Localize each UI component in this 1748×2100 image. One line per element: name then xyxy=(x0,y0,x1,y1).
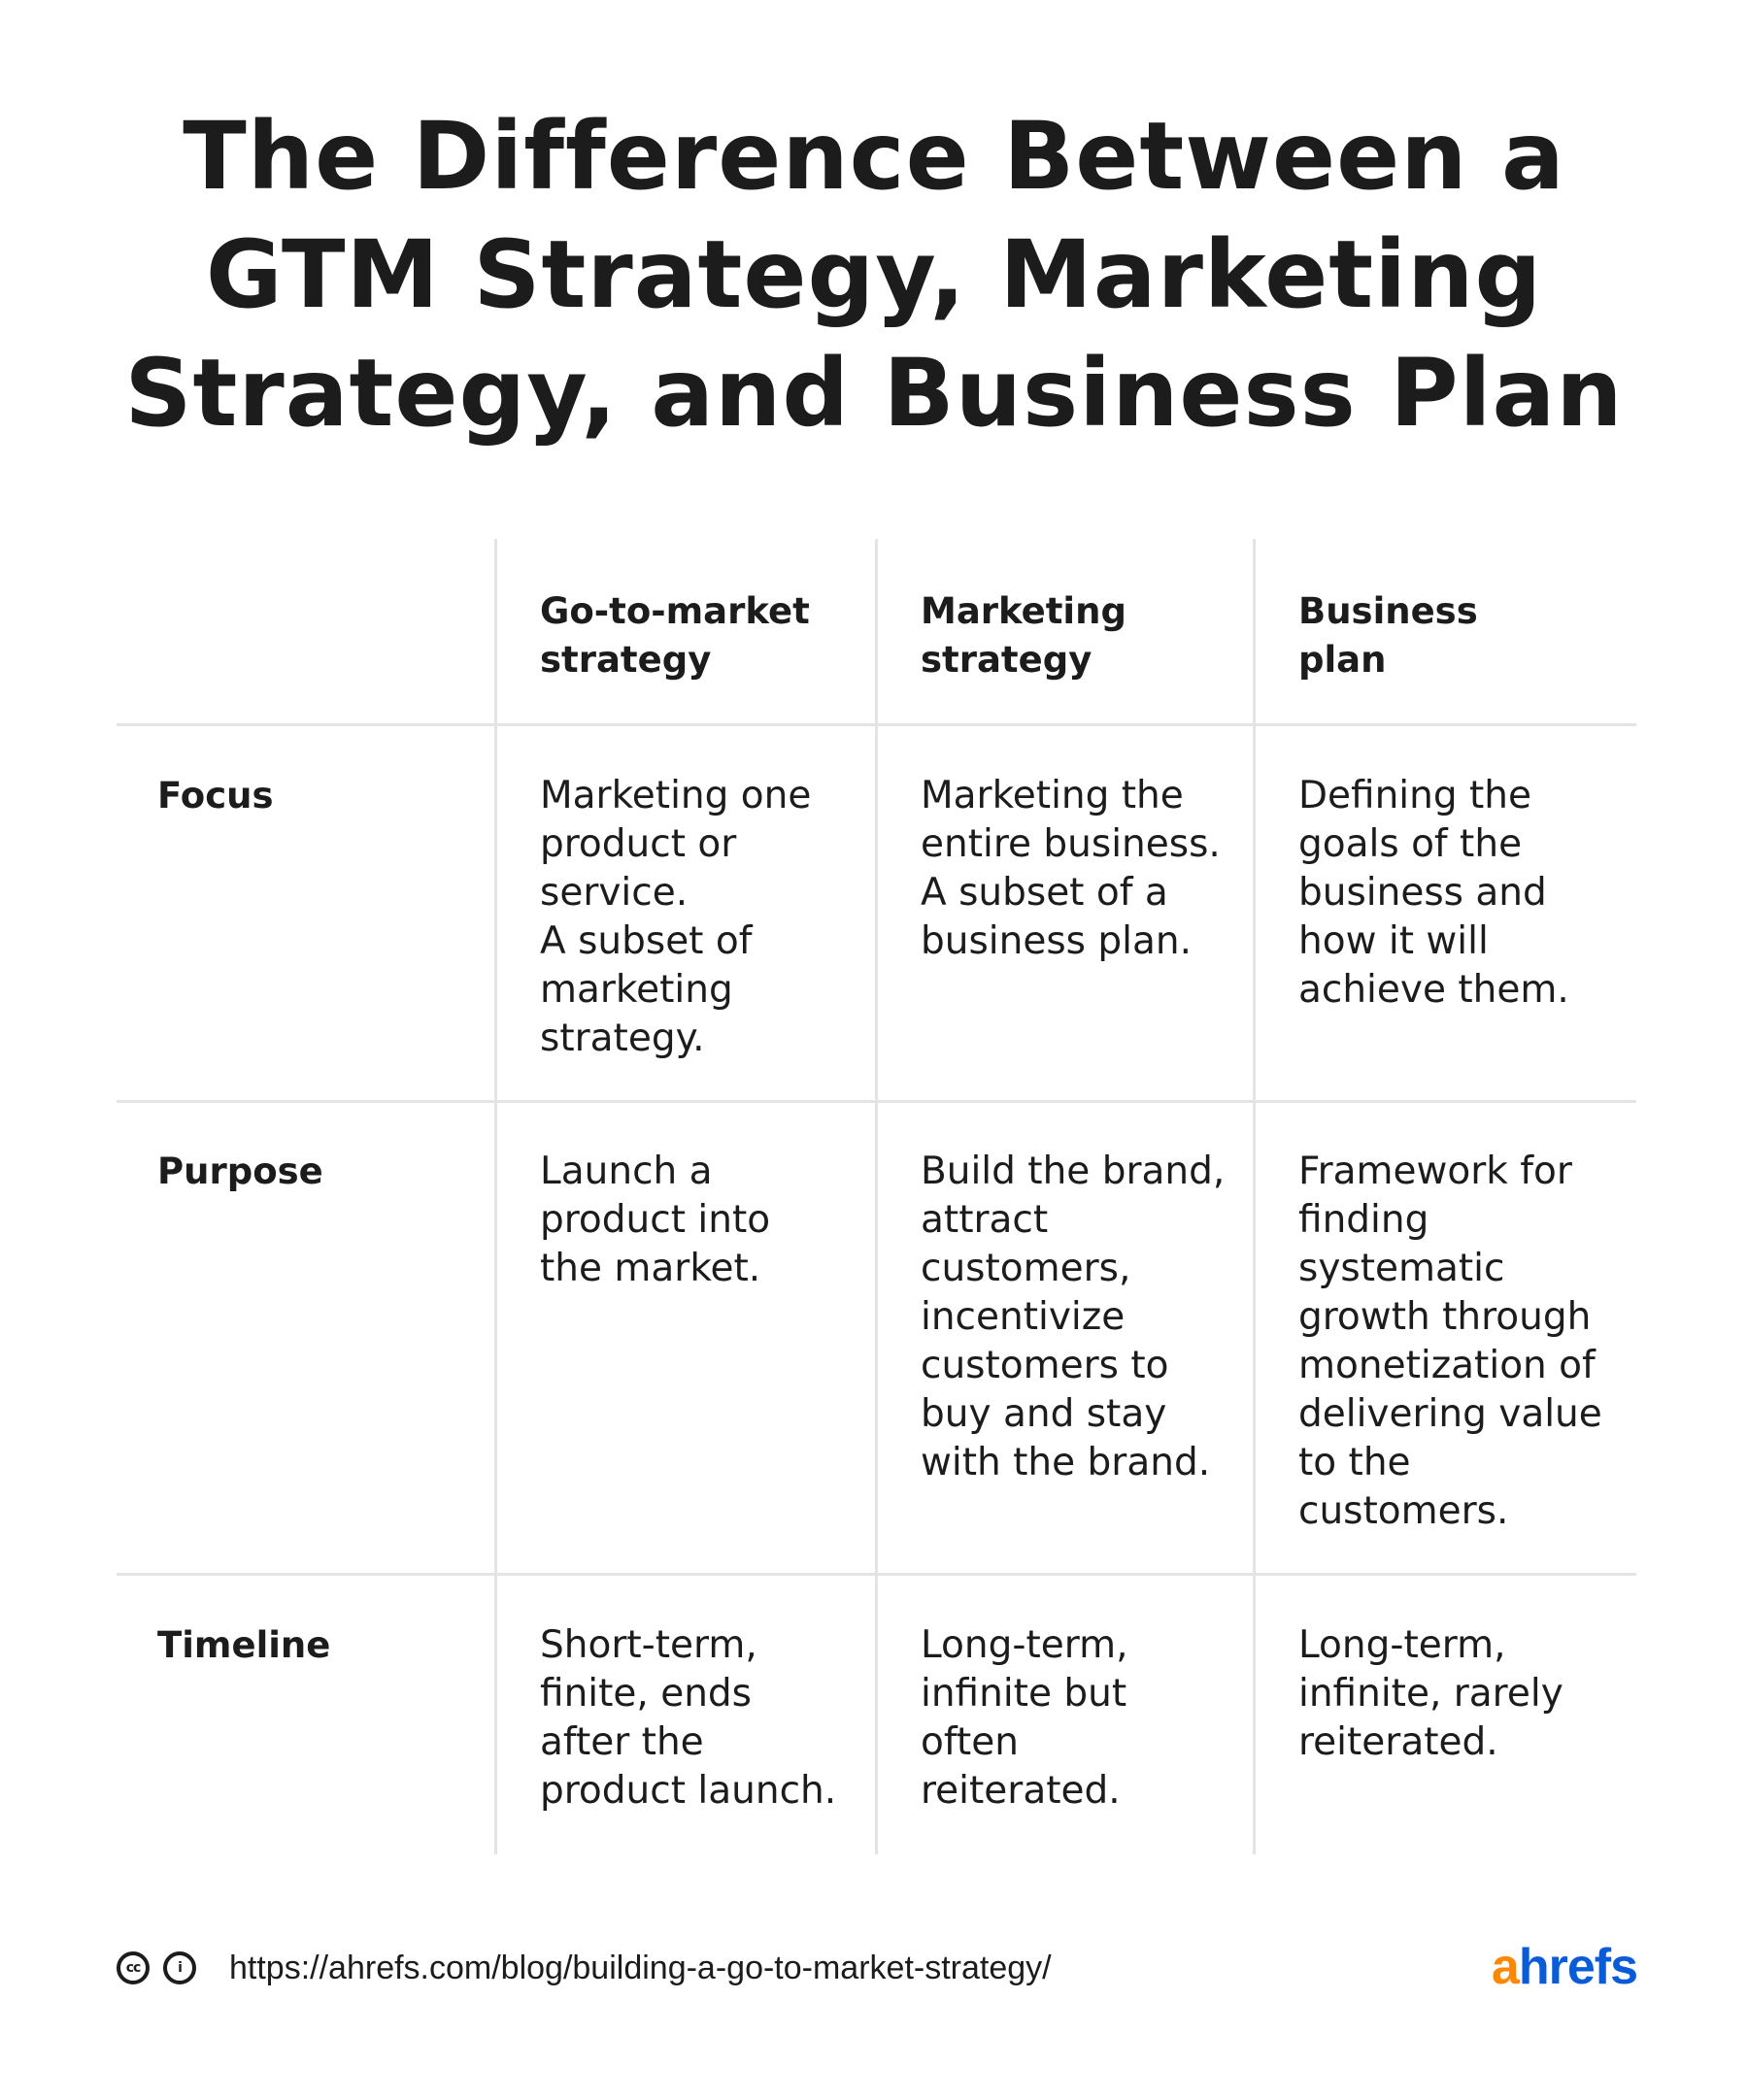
column-header-marketing: Marketing strategy xyxy=(921,590,1126,681)
column-divider xyxy=(1253,539,1256,1854)
comparison-table xyxy=(117,539,1636,1854)
logo-text: hrefs xyxy=(1518,1939,1637,1995)
creative-commons-icon: cc xyxy=(117,1951,150,1984)
row-divider xyxy=(117,1573,1636,1576)
table-cell: Short-term, finite, ends after the product launch. xyxy=(540,1623,837,1813)
table-cell: Marketing one product or service. A subset of marketing strategy. xyxy=(540,774,812,1060)
column-divider xyxy=(875,539,878,1854)
column-header-gtm: Go-to-market strategy xyxy=(540,590,810,681)
page-title xyxy=(0,97,1748,452)
title-line: Strategy, and Business Plan xyxy=(124,339,1624,448)
attribution-icon: i xyxy=(163,1951,196,1984)
table-cell: Defining the goals of the business and how it will achieve them. xyxy=(1298,774,1569,1012)
row-label-timeline: Timeline xyxy=(157,1624,331,1666)
column-header-business: Business plan xyxy=(1298,590,1478,681)
logo-accent: a xyxy=(1491,1939,1519,1995)
column-divider xyxy=(494,539,497,1854)
source-url-link[interactable]: https://ahrefs.com/blog/building-a-go-to-market-strategy/ xyxy=(229,1950,1052,1986)
row-label-focus: Focus xyxy=(157,775,274,817)
license-icons xyxy=(117,1951,196,1984)
row-label-purpose: Purpose xyxy=(157,1150,323,1192)
table-cell: Long-term, infinite, rarely reiterated. xyxy=(1298,1623,1563,1764)
table-cell: Build the brand, attract customers, incentivize customers to buy and stay with the brand. xyxy=(921,1150,1226,1484)
ahrefs-logo xyxy=(1492,1938,1637,1996)
title-line: GTM Strategy, Marketing xyxy=(205,220,1543,329)
table-cell: Launch a product into the market. xyxy=(540,1150,771,1290)
row-divider xyxy=(117,723,1636,726)
table-cell: Long-term, infinite but often reiterated. xyxy=(921,1623,1128,1813)
title-line: The Difference Between a xyxy=(183,102,1565,211)
row-divider xyxy=(117,1100,1636,1103)
table-cell: Marketing the entire business. A subset of a business plan. xyxy=(921,774,1221,963)
table-cell: Framework for finding systematic growth through monetization of delivering value to the customers. xyxy=(1298,1150,1602,1533)
